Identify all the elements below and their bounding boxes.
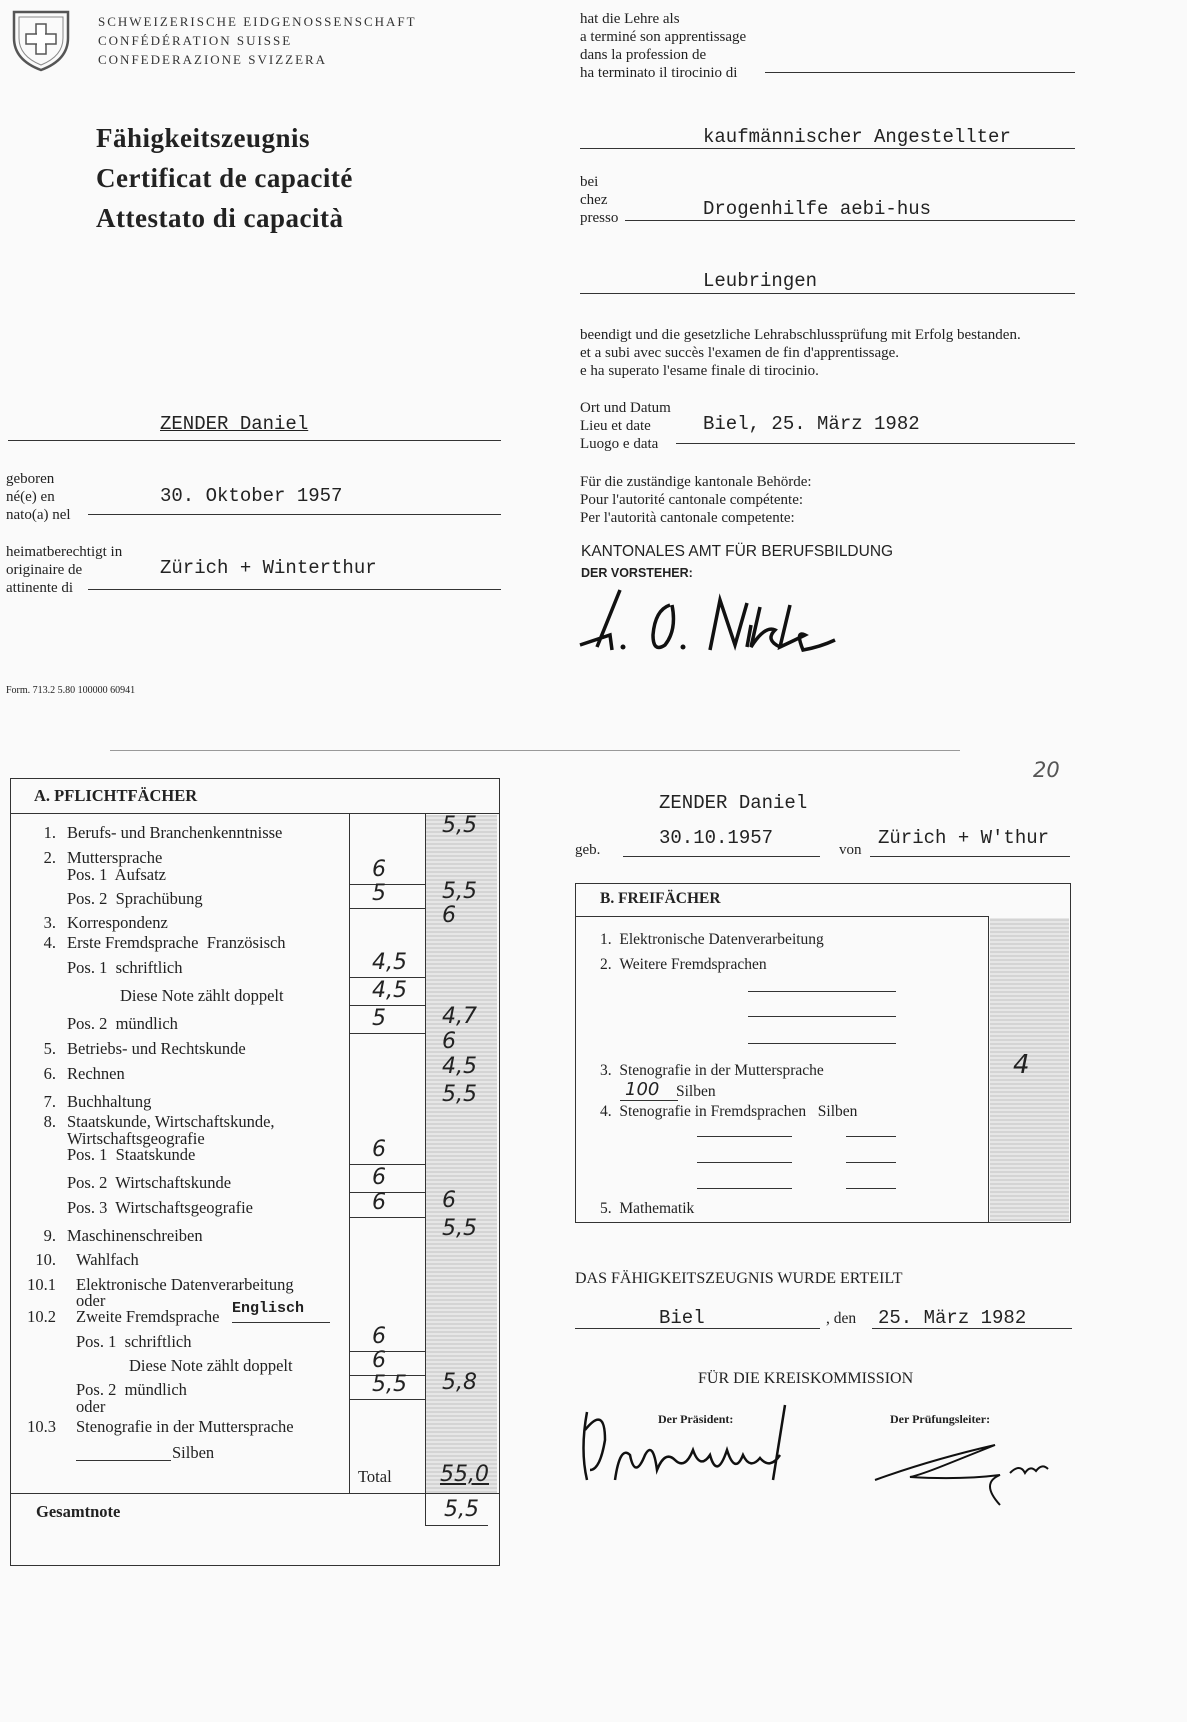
lehre-line: a terminé son apprentissage [580,29,747,45]
pflicht-item-label: Diese Note zählt doppelt [129,1356,293,1375]
sub-grade: 5 [372,881,386,906]
pflicht-item-label: Pos. 1 Staatskunde [67,1145,196,1164]
origin-line: originaire de [6,562,83,578]
final-grade: 5,5 [442,813,477,838]
frei-item-num: 1. [600,931,612,948]
von-rule [870,856,1070,857]
issued-den-label: , den [826,1310,857,1327]
pflicht-item-number: 2. [43,848,56,867]
fremdsprache-blank [748,1043,896,1044]
origin-line: heimatberechtigt in [6,544,123,560]
second-language-value: Englisch [232,1300,305,1317]
authority-line: Pour l'autorité cantonale compétente: [580,492,804,508]
sub-grade: 6 [372,857,386,882]
pflicht-item-label: Muttersprache [67,848,163,867]
total-rule [11,1493,499,1494]
born-line: né(e) en [6,489,55,505]
sub-grade: 6 [372,1190,386,1215]
swiss-cross-emblem [10,8,72,74]
pflicht-item-label: oder [76,1291,106,1310]
pflicht-item-label: Wahlfach [76,1250,139,1269]
confed-line-it: CONFEDERAZIONE SVIZZERA [98,52,328,67]
sub-grade-rule [350,1164,425,1165]
frei-item-num: 2. [600,956,612,973]
overall-underline [426,1525,488,1526]
sub-grade: 4,5 [372,950,407,975]
frei-item-num: 4. [600,1103,612,1120]
apprenticeship-label [580,10,746,82]
sub-grade-rule [350,1217,425,1218]
born-label [6,470,71,524]
total-label: Total [358,1467,392,1486]
frei-item [600,956,767,974]
issued-date: 25. März 1982 [878,1307,1027,1329]
final-grade: 5,5 [442,879,477,904]
authority-line: Per l'autorità cantonale competente: [580,510,795,526]
pflicht-item-label: Pos. 2 Sprachübung [67,889,203,908]
pflicht-item-number: 5. [43,1039,56,1058]
frei-item [600,1062,824,1080]
origin-value: Zürich + Winterthur [160,557,377,579]
president-label: Der Präsident: [658,1412,734,1426]
pflicht-item-label: Pos. 3 Wirtschaftsgeografie [67,1198,253,1217]
pflicht-item-number: 9. [43,1226,56,1245]
pflicht-item-label: Elektronische Datenverarbeitung [76,1275,294,1294]
pflicht-item-label: Betriebs- und Rechtskunde [67,1039,246,1058]
frei-item-num: 5. [600,1200,612,1217]
frei-item-label: Weitere Fremdsprachen [619,956,767,973]
born-line: nato(a) nel [6,507,71,523]
pflicht-item-label: Korrespondenz [67,913,168,932]
overall-label: Gesamtnote [36,1502,121,1521]
pflicht-item-label: Erste Fremdsprache Französisch [67,933,286,952]
steno-silben-label: Silben [676,1083,716,1100]
frei-item [600,1200,694,1218]
frei-item-label: Elektronische Datenverarbeitung [619,931,824,948]
pflicht-col-divider [349,814,350,1494]
pflicht-item-number: 1. [43,823,56,842]
title-de: Fähigkeitszeugnis [96,123,311,153]
issued-heading: DAS FÄHIGKEITSZEUGNIS WURDE ERTEILT [575,1270,903,1287]
pflicht-item-number: 10.1 [27,1275,56,1294]
passed-line: et a subi avec succès l'examen de fin d'apprentissage. [580,345,900,361]
final-grade: 5,5 [442,1216,477,1241]
place-date-line: Ort und Datum [580,400,671,416]
von-label: von [839,842,862,858]
frei-item-label: Mathematik [619,1200,695,1217]
document-title [96,118,353,238]
title-it: Attestato di capacità [96,203,344,233]
sub-grade: 4,5 [372,978,407,1003]
confed-line-de: SCHWEIZERISCHE EIDGENOSSENSCHAFT [98,14,417,29]
bei-line: bei [580,174,599,190]
employer-place-rule [580,293,1075,294]
pflicht-item-number: 4. [43,933,56,952]
passed-line: e ha superato l'esame finale di tirocinio. [580,363,819,379]
president-signature [575,1400,835,1495]
steno-silben-rule [76,1460,171,1461]
pflicht-item-label: Zweite Fremdsprache [76,1307,220,1326]
right-birth-value: 30.10.1957 [659,827,774,849]
examiner-label: Der Prüfungsleiter: [890,1412,991,1426]
overall-grade: 5,5 [444,1497,479,1522]
fremdsprache-blank [748,1016,896,1017]
pflicht-item-number: 6. [43,1064,56,1083]
final-grade: 6 [442,1029,456,1054]
steno-fremd-blank [697,1136,792,1137]
steno-fremd-blank [846,1136,896,1137]
steno-count-value: 100 [625,1079,660,1100]
geb-rule [623,856,820,857]
profession-value: kaufmännischer Angestellter [703,126,1011,148]
sub-grade-rule [350,1033,425,1034]
issued-place-rule [575,1328,820,1329]
place-date-line: Luogo e data [580,436,659,452]
place-date-value: Biel, 25. März 1982 [703,413,920,435]
pflicht-item-label: Silben [172,1443,215,1462]
employer-place-value: Leubringen [703,270,818,292]
pflicht-item-label: Rechnen [67,1064,125,1083]
final-grade: 4,5 [442,1054,477,1079]
form-number: Form. 713.2 5.80 100000 60941 [6,685,136,696]
passed-line: beendigt und die gesetzliche Lehrabschlussprüfung mit Erfolg bestanden. [580,327,1021,343]
authority-office: KANTONALES AMT FÜR BERUFSBILDUNG [581,543,894,560]
issued-date-rule [872,1328,1072,1329]
frei-item [600,1103,857,1121]
person-name: ZENDER Daniel [160,413,309,435]
steno-fremd-blank [697,1188,792,1189]
pflicht-item-label: Staatskunde, Wirtschaftskunde, [67,1112,275,1131]
exam-passed-text [580,326,1021,380]
pflicht-item-label: Buchhaltung [67,1092,152,1111]
origin-line: attinente di [6,580,74,596]
second-language-rule [232,1322,330,1323]
sub-grade: 6 [372,1137,386,1162]
pflicht-item-number: 10.3 [27,1417,56,1436]
final-grade: 6 [442,1188,456,1213]
authority-label [580,473,812,527]
total-grade: 55,0 [440,1462,489,1487]
pflicht-item-label: Pos. 1 Aufsatz [67,865,166,884]
pflicht-item-number: 7. [43,1092,56,1111]
frei-heading: B. FREIFÄCHER [600,890,721,907]
pflicht-item-label: Berufs- und Branchenkenntnisse [67,823,283,842]
fremdsprache-blank [748,991,896,992]
pflicht-item-number: 3. [43,913,56,932]
pflicht-item-label: Pos. 2 mündlich [76,1380,187,1399]
lehre-line: hat die Lehre als [580,11,680,27]
pflicht-item-label: Maschinenschreiben [67,1226,203,1245]
frei-item-label: Stenografie in der Muttersprache [619,1062,824,1079]
steno-count-rule [620,1100,678,1101]
profession-rule [580,148,1075,149]
name-rule [8,440,501,441]
sub-grade: 5,5 [372,1372,407,1397]
pflicht-item-number: 10.2 [27,1307,56,1326]
sub-grade: 5 [372,1006,386,1031]
place-date-rule [676,443,1075,444]
pflicht-item-number: 10. [35,1250,56,1269]
pflicht-item-label: Wirtschaftsgeografie [67,1129,205,1148]
frei-col-divider [988,917,989,1222]
final-grade: 5,5 [442,1082,477,1107]
origin-rule [88,589,501,590]
steno-fremd-blank [846,1188,896,1189]
born-line: geboren [6,471,55,487]
employer-label [580,173,618,227]
sub-grade: 6 [372,1324,386,1349]
pflicht-heading: A. PFLICHTFÄCHER [34,786,198,805]
sub-grade-rule [350,1351,425,1352]
sub-grade-rule [350,1005,425,1006]
pflicht-item-label: Diese Note zählt doppelt [120,986,284,1005]
frei-item [600,931,824,949]
final-grade: 5,8 [442,1370,477,1395]
place-date-label [580,399,671,453]
final-grade: 6 [442,903,456,928]
issued-place: Biel [659,1307,705,1329]
sub-grade-rule [350,1399,425,1400]
steno-fremd-blank [697,1162,792,1163]
pflicht-item-number: 8. [43,1112,56,1131]
confederation-header [98,12,417,69]
bei-line: presso [580,210,619,226]
employer-rule [625,220,1075,221]
pflicht-item-label: oder [76,1397,106,1416]
page-mark: 20 [1033,758,1060,782]
frei-item-label: Stenografie in Fremdsprachen Silben [619,1103,858,1120]
title-fr: Certificat de capacité [96,163,353,193]
bei-line: chez [580,192,608,208]
pflicht-item-label: Pos. 2 mündlich [67,1014,178,1033]
lehre-line: ha terminato il tirocinio di [580,65,738,81]
steno-grade: 4 [1013,1050,1030,1080]
commission-heading: FÜR DIE KREISKOMMISSION [698,1370,914,1387]
right-origin-value: Zürich + W'thur [878,827,1050,849]
authority-signature [575,585,855,665]
sub-grade: 6 [372,1348,386,1373]
birth-date-value: 30. Oktober 1957 [160,485,343,507]
birth-rule [88,514,501,515]
final-grade: 4,7 [442,1004,477,1029]
lehre-line: dans la profession de [580,47,707,63]
examiner-signature [870,1425,1060,1510]
pflicht-item-label: Pos. 2 Wirtschaftskunde [67,1173,232,1192]
pflicht-item-label: Pos. 1 schriftlich [67,958,183,977]
pflicht-item-label: Stenografie in der Muttersprache [76,1417,294,1436]
authority-head: DER VORSTEHER: [581,566,693,580]
lehre-line-rule [765,72,1075,73]
authority-line: Für die zuständige kantonale Behörde: [580,474,812,490]
place-date-line: Lieu et date [580,418,651,434]
employer-value: Drogenhilfe aebi-hus [703,198,932,220]
sub-grade: 6 [372,1165,386,1190]
steno-fremd-blank [846,1162,896,1163]
frei-heading-rule [576,916,989,917]
pflicht-item-label: Pos. 1 schriftlich [76,1332,192,1351]
sub-grade-rule [350,884,425,885]
page-separator [110,750,960,751]
frei-item-num: 3. [600,1062,612,1079]
confed-line-fr: CONFÉDÉRATION SUISSE [98,33,293,48]
sub-grade-rule [350,908,425,909]
sub-grade-rule [350,1192,425,1193]
geb-label: geb. [575,842,601,858]
right-name-value: ZENDER Daniel [659,792,808,814]
